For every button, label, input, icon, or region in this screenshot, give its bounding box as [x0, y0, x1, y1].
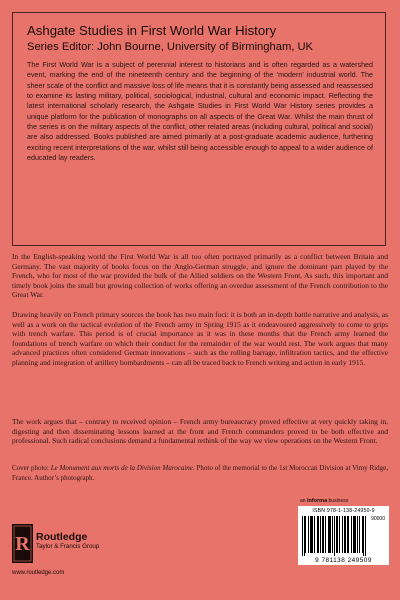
barcode-bar: [312, 516, 313, 553]
barcode-icon: [302, 516, 366, 556]
series-description: The First World War is a subject of perennial interest to historians and is often regarded as a watershed event, marking the end of the nineteenth century and the beginning of the ‘modern’ industrial world. The sheer scale of the conflict and massive loss of life means that it is constantly being assessed and reassessed to examine its lasting military, political, sociological, industrial, cultural and economic impact. Reflecting the latest international scholarly research, the Ashgate Studies in First World War History series provides a unique platform for the publication of monographs on all aspects of the Great War. Whilst the main thrust of the series is on the military aspects of the conflict, other related areas (including cultural, political and social) are also addressed. Books published are aimed primarily at a post-graduate academic audience, furthering exciting recent interpretations of the war, whilst still being accessible enough to appeal to a wider audience of educated lay readers.: [27, 61, 373, 163]
cover-photo-title: Le Monument aux morts de la Division Marocaine: [50, 464, 193, 472]
barcode-bar: [314, 516, 315, 553]
barcode-bar: [348, 516, 349, 553]
barcode-number: 9 781138 249509: [315, 557, 372, 564]
barcode-bar: [345, 516, 346, 553]
barcode-bar: [308, 516, 309, 553]
routledge-logo-letter: R: [15, 533, 30, 555]
barcode-bar: [339, 516, 340, 553]
barcode-bar: [305, 516, 306, 553]
barcode-bar: [336, 516, 337, 553]
barcode-bar: [317, 516, 318, 553]
barcode-bar: [320, 516, 321, 553]
informa-prefix: an: [300, 498, 307, 504]
barcode-bar: [347, 516, 348, 553]
barcode-bar: [365, 516, 366, 556]
cover-photo-suffix: . Photo of the memorial to the 1st Moroccan Division at Vimy Ridge, France. Author’s photograph.: [12, 464, 388, 482]
barcode-bar: [304, 516, 305, 556]
price-code: 90000: [371, 516, 385, 522]
blurb-paragraph-3: The work argues that – contrary to received opinion – French army bureaucracy proved effective at very quickly taking in, digesting and then disseminating lessons learned at the front and French commanders proved to be both effective and professional. Such radical conclusions demand a fundamental rethink of the way we view operations on the Western Front.: [12, 417, 388, 445]
barcode-bar: [325, 516, 326, 553]
routledge-logo-icon: [12, 524, 33, 563]
publisher-name: Routledge: [36, 531, 88, 543]
barcode-bar: [318, 516, 319, 553]
barcode-bar: [302, 516, 303, 556]
barcode-bar: [328, 516, 329, 553]
series-editor: Series Editor: John Bourne, University of Birmingham, UK: [27, 41, 314, 53]
isbn-label: ISBN 978-1-138-24950-9: [312, 508, 375, 514]
barcode-bar: [322, 516, 323, 553]
barcode-bar: [362, 516, 363, 553]
barcode-bar: [354, 516, 355, 553]
barcode-bar: [355, 516, 356, 553]
informa-business-tag: [300, 498, 388, 504]
publisher-website: www.routledge.com: [12, 570, 65, 576]
informa-suffix: business: [327, 498, 349, 504]
series-box: [12, 12, 386, 246]
cover-photo-prefix: Cover photo:: [12, 464, 51, 472]
barcode-bar: [332, 516, 333, 553]
barcode-bar: [359, 516, 360, 553]
barcode-bar: [342, 516, 343, 553]
publisher-block: [36, 531, 99, 551]
barcode-bar: [337, 516, 338, 553]
barcode-bar: [334, 516, 335, 556]
barcode-bar: [344, 516, 345, 553]
barcode-bar: [310, 516, 311, 553]
cover-photo-credit: [12, 464, 388, 483]
blurb-paragraph-2: Drawing heavily on French primary sources the book has two main foci: it is both an in-depth battle narrative and analysis, as well as a work on the tactical evolution of the French army in Spring 1915 as it endeavoured aggressively to come to grips with trench warfare. This period is of crucial importance as it was in these months that the French army learned the foundations of trench warfare on which their conduct for the remainder of the war would rest. The work argues that many advanced practices often considered German innovations – such as the rolling barrage, infiltration tactics, and the effective planning and integration of artillery bombardments – can all be traced back to French writing and action in early 1915.: [12, 310, 388, 367]
barcode-bar: [351, 516, 352, 553]
barcode-box: [298, 506, 389, 565]
informa-brand: informa: [306, 498, 328, 504]
series-title: Ashgate Studies in First World War History: [27, 23, 277, 38]
barcode-bar: [330, 516, 331, 553]
barcode-bar: [329, 516, 330, 553]
barcode-bar: [363, 516, 364, 556]
blurb-paragraph-1: In the English-speaking world the First World War is all too often portrayed primarily as a conflict between Britain and Germany. The vast majority of books focus on the Anglo-German struggle, and ignore the dominant part played by the French, who for most of the war provided the bulk of the Allied soldiers on the Western Front. As such, this important and timely book joins the small but growing collection of works offering an overdue assessment of the French contribution to the Great War.: [12, 252, 388, 299]
barcode-bar: [323, 516, 324, 553]
barcode-bar: [357, 516, 358, 553]
barcode-bar: [353, 516, 354, 553]
publisher-group: Taylor & Francis Group: [36, 543, 100, 550]
barcode-bar: [311, 516, 312, 553]
